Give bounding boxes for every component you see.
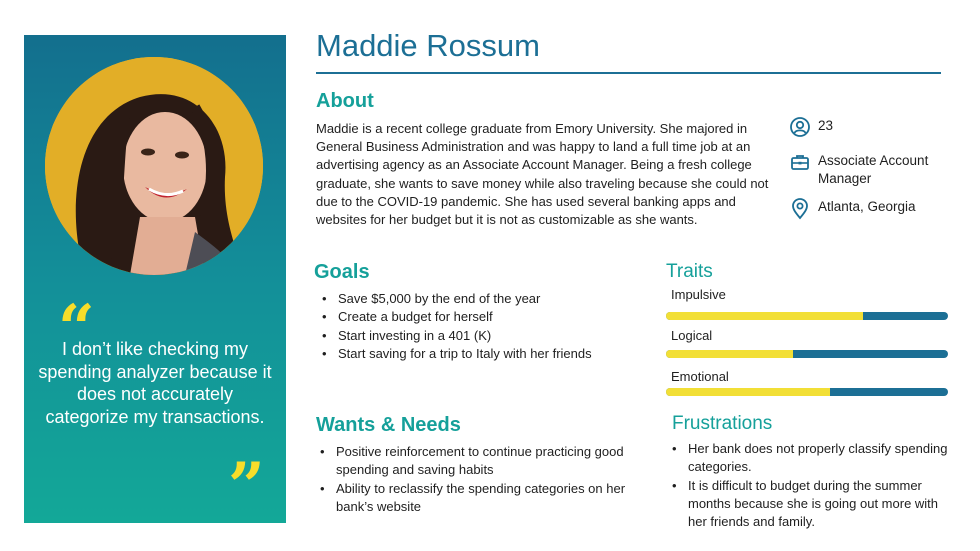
frustrations-list bbox=[668, 440, 948, 531]
trait-fill bbox=[666, 388, 830, 396]
location-value: Atlanta, Georgia bbox=[818, 199, 916, 214]
list-item: • Save $5,000 by the end of the year bbox=[318, 290, 648, 308]
briefcase-icon bbox=[790, 152, 810, 172]
list-item: • Start investing in a 401 (K) bbox=[318, 327, 648, 345]
age-value: 23 bbox=[818, 118, 834, 133]
info-location bbox=[790, 198, 948, 220]
persona-photo-illustration bbox=[45, 57, 263, 275]
quote-close-mark: ” bbox=[228, 449, 265, 524]
trait-bar-impulsive bbox=[666, 312, 948, 320]
persona-photo bbox=[45, 57, 263, 275]
trait-fill bbox=[666, 350, 793, 358]
persona-quote: I don’t like checking my spending analyzer because it does not accurately categorize my transactions. bbox=[38, 339, 272, 427]
list-item: • Ability to reclassify the spending categories on her bank’s website bbox=[316, 480, 636, 517]
title-divider bbox=[316, 72, 941, 74]
list-item: • Her bank does not properly classify spending categories. bbox=[668, 440, 948, 477]
persona-side-panel bbox=[24, 35, 286, 523]
trait-label-logical: Logical bbox=[671, 328, 713, 343]
job-value: Associate Account Manager bbox=[818, 153, 929, 186]
goals-heading: Goals bbox=[314, 261, 370, 283]
info-age bbox=[790, 117, 948, 137]
list-item: • It is difficult to budget during the summer months because she is going out more with her friends and family. bbox=[668, 477, 948, 532]
trait-bar-logical bbox=[666, 350, 948, 358]
info-job bbox=[790, 152, 948, 188]
list-item: • Positive reinforcement to continue practicing good spending and saving habits bbox=[316, 443, 636, 480]
location-pin-icon bbox=[790, 198, 810, 220]
wants-heading: Wants & Needs bbox=[316, 414, 461, 436]
list-item: • Start saving for a trip to Italy with her friends bbox=[318, 345, 648, 363]
persona-name: Maddie Rossum bbox=[316, 28, 540, 63]
trait-fill bbox=[666, 312, 863, 320]
list-item: • Create a budget for herself bbox=[318, 308, 648, 326]
about-heading: About bbox=[316, 90, 374, 112]
goals-list bbox=[318, 290, 648, 363]
frustrations-heading: Frustrations bbox=[672, 413, 773, 434]
quote-open-mark: “ bbox=[58, 291, 95, 366]
trait-label-impulsive: Impulsive bbox=[671, 287, 726, 302]
about-text: Maddie is a recent college graduate from Emory University. She majored in General Business Administration and was happy to land a full time job at an advertising agency as an Associate Account Manager. Being a fresh college graduate, she wants to save money while also traveling because she could not due to the COVID-19 pandemic. She has used several banking apps and websites for her budget but it is not as customizable as she wants. bbox=[316, 121, 769, 228]
trait-label-emotional: Emotional bbox=[671, 369, 729, 384]
user-icon bbox=[790, 117, 810, 137]
trait-bar-emotional bbox=[666, 388, 948, 396]
traits-heading: Traits bbox=[666, 261, 713, 282]
wants-list bbox=[316, 443, 636, 516]
